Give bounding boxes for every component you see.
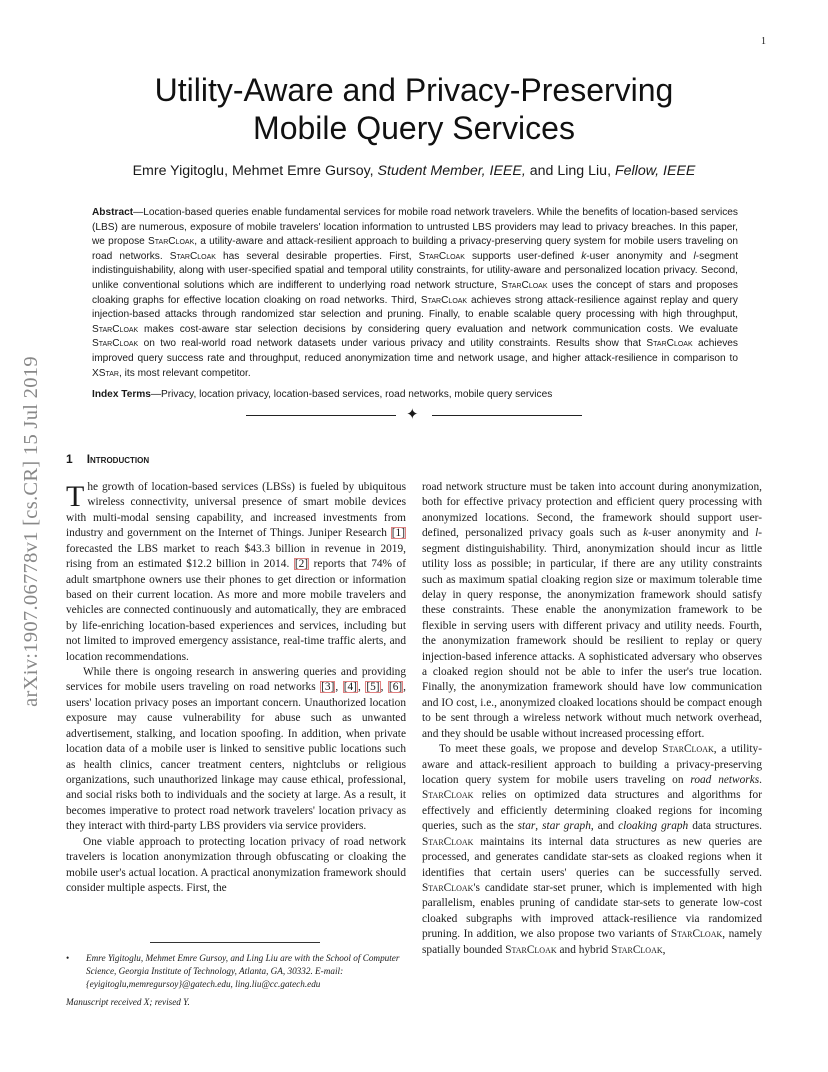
section-separator (246, 405, 582, 423)
paragraph-text: road network structure must be taken into account during anonymization, both for effective privacy protection and efficient query processing with anonymized locations. Second, the framework should support user-defined, personalized privacy goals such as (422, 481, 762, 540)
competitor-name: XStar (92, 367, 119, 379)
section-number: 1 (66, 452, 73, 466)
system-name: StarCloak (169, 250, 216, 262)
paragraph-text: , (535, 820, 543, 833)
paragraph-text: , namely spatially bounded (422, 928, 762, 956)
abstract-text: -user anonymity and (586, 250, 694, 262)
abstract-text: supports user-defined (464, 250, 582, 262)
paragraph-text: he growth of location-based services (LBSs) is fueled by ubiquitous wireless connectivity, universal presence of smart mobile devices with multi-modal sensing capability, and increased investments from industry and government on the Internet of Things. Juniper Research (66, 481, 406, 540)
citation-link[interactable]: [2] (294, 558, 309, 571)
footnote-rule (150, 942, 320, 943)
paragraph-text: and hybrid (556, 943, 612, 956)
paragraph-text: While there is ongoing research in answering queries and providing services for mobile users traveling on road networks (66, 666, 406, 694)
citation-link[interactable]: [4] (343, 681, 357, 694)
paragraph-text: To meet these goals, we propose and develop (439, 743, 663, 756)
system-name: StarCloak (422, 881, 474, 894)
separator-line-left (246, 415, 396, 416)
separator-star-icon: ✦ (406, 405, 419, 423)
math-l: l (693, 250, 696, 262)
paragraph-text: , (335, 681, 343, 694)
system-name: StarCloak (420, 294, 468, 306)
right-column (422, 480, 762, 958)
author-list (80, 163, 748, 179)
system-name: StarCloak (611, 943, 663, 956)
title-line-2: Mobile Query Services (253, 110, 575, 146)
footnote (66, 952, 406, 991)
abstract-text: , a utility-aware and attack-resilient approach to building a privacy-preserving query system for mobile users traveling on road networks. (92, 236, 738, 262)
paragraph-text: -segment distinguishability. Third, anonymization should incur as little utility loss as possible; in particular, if there are any utility constraints such as maximum spatial cloaking region size or maximum tolerable time delay in query response, the anonymization framework should satisfy these constraints. These enable the anonymization framework to be flexible in serving users with different privacy and utility needs. Fourth, the anonymization framework should be resilient to replay or query injection-based inference attacks. A sophisticated adversary who observes a cloaked region should not be able to infer the user's true location. Finally, the anonymization framework should have low communication and IO cost, i.e., anonymized cloaked locations should be compact enough to be sent through a wireless network without much network overhead, and they should be usable without increased processing effort. (422, 527, 762, 740)
system-name: StarCloak (422, 789, 474, 802)
paragraph-text: relies on optimized data structures and algorithms for effectively and efficiently determining cloaked regions for incoming queries, such as the (422, 789, 762, 833)
abstract-text: achieves strong attack-resilience against replay and query injection-based attacks through randomized star selection and pruning. Finally, to enable scalable query processing with high throughput, (92, 294, 738, 321)
system-name: StarCloak (646, 338, 693, 350)
paragraph-text: data structures. (688, 820, 763, 833)
paragraph-text: , (357, 681, 366, 694)
abstract-text: —Location-based queries enable fundamental services for mobile road network travelers. While the benefits of location-based services (LBS) are numerous, exposure of mobile travelers' location information to untrusted LBS providers may lead to privacy breaches. In this paper, we propose (92, 207, 738, 248)
arxiv-stamp-text: arXiv:1907.06778v1 [cs.CR] 15 Jul 2019 (19, 355, 42, 707)
paragraph-text: -user anonymity and (648, 527, 756, 540)
math-k: k (643, 527, 649, 540)
paragraph (422, 742, 762, 958)
citation-link[interactable]: [1] (391, 527, 405, 540)
system-name: StarCloak (501, 279, 548, 291)
section-title: Introduction (86, 452, 150, 466)
index-terms-text: —Privacy, location privacy, location-based services, road networks, mobile query services (150, 389, 553, 400)
system-name: StarCloak (670, 928, 723, 941)
emphasis: star (517, 820, 536, 833)
paragraph-text: reports that 74% of adult smartphone owners use their phones to get direction or information based on their current location. As more and more mobile travelers and vehicles are connected continuously and automatically, they are embraced by life-enriching location-based experiences and services, including but not limited to improved emergency assistance, real-time traffic alerts, and location recommendations. (66, 558, 406, 663)
drop-cap: T (66, 480, 85, 513)
author-role-2: Fellow, IEEE (614, 163, 696, 179)
index-terms-label: Index Terms (92, 389, 151, 400)
system-name: StarCloak (92, 338, 139, 350)
paragraph-text: , (380, 681, 388, 694)
paragraph-text: forecasted the LBS market to reach $43.3 billion in revenue in 2019, rising from an estimated $12.2 billion in 2014. (66, 542, 406, 571)
paragraph-text: , a utility-aware and attack-resilient approach to building a privacy-preserving location query system for mobile users traveling on (422, 743, 762, 787)
left-column (66, 480, 406, 896)
section-heading (66, 452, 149, 466)
paragraph-text: , (662, 943, 666, 956)
abstract-text: uses the concept of stars and proposes cloaking graphs for effective location cloaking on road networks. Third, (92, 279, 738, 306)
abstract-label: Abstract (92, 207, 134, 218)
paragraph (422, 480, 762, 742)
separator-line-right (432, 415, 582, 416)
paragraph (66, 665, 406, 835)
math-k: k (581, 250, 587, 262)
system-name: StarCloak (422, 835, 474, 848)
emphasis: road networks (690, 774, 760, 787)
paragraph-text: , and (590, 820, 619, 833)
abstract-text: has several desirable properties. First, (215, 250, 419, 262)
footnote-text: Emre Yigitoglu, Mehmet Emre Gursoy, and Ling Liu are with the School of Computer Science, Georgia Institute of Technology, Atlanta, GA, 30332. E-mail: {eyigitoglu,memregursoy}@gatech.edu, ling.liu@cc.gatech.edu (86, 953, 400, 989)
abstract-text: on two real-world road network datasets under various privacy and utility constraints. Results show that (138, 338, 647, 350)
paragraph-text: 's candidate star-set pruner, which is implemented with high parallelism, enables pruning of candidate star-sets to generate low-cost cloaked subgraphs with improved attack-resilience via randomized pruning. In addition, we also propose two variants of (422, 881, 762, 941)
paragraph (66, 835, 406, 897)
arxiv-stamp (14, 296, 48, 766)
paragraph-text: One viable approach to protecting location privacy of road network travelers is location anonymization through obfuscating or cloaking the mobile user's actual location. A practical anonymization framework should consider multiple aspects. First, the (66, 835, 406, 894)
paper-title (80, 71, 748, 147)
manuscript-note: Manuscript received X; revised Y. (66, 997, 190, 1007)
citation-link[interactable]: [6] (388, 681, 403, 694)
system-name: StarCloak (92, 323, 139, 335)
emphasis: cloaking graph (618, 820, 689, 833)
abstract-text: makes cost-aware star selection decisions by considering query evaluation and network communication costs. We evaluate (138, 323, 738, 335)
paragraph-text: , users' location privacy poses an important concern. Unauthorized location exposure may cause vulnerability for abuse such as unwanted advertisement, stalking, and location spoofing. In addition, when private location data of a mobile user is linked to sensitive public locations such as health clinics, cancer treatment centers, nightclubs or religious organizations, such unauthorized linkage may cause ethical, professional, and social risks both to individuals and the society at large. As a result, it becomes imperative to protect road network travelers' location privacy as they interact with third-party LBS providers via service providers. (66, 681, 406, 833)
citation-link[interactable]: [5] (366, 681, 380, 694)
math-l: l (755, 527, 759, 540)
index-terms (92, 388, 738, 402)
paragraph-text: maintains its internal data structures as new queries are processed, and generates candidate star-sets as cloaked regions when it identifies that certain users' queries can be successfully served. (422, 835, 762, 879)
abstract-text: , its most relevant competitor. (119, 367, 251, 379)
paragraph-text: . (759, 774, 762, 787)
author-role-1: Student Member, IEEE, (377, 163, 526, 179)
system-name: StarCloak (662, 743, 714, 756)
authors-text-2: and Ling Liu, (525, 163, 615, 179)
page-number: 1 (761, 36, 766, 47)
abstract (92, 206, 738, 381)
footnote-bullet: • (66, 953, 70, 963)
citation-link[interactable]: [3] (321, 681, 335, 694)
title-line-1: Utility-Aware and Privacy-Preserving (154, 72, 674, 108)
system-name: StarCloak (418, 250, 465, 262)
system-name: StarCloak (505, 943, 557, 956)
paragraph (66, 480, 406, 665)
abstract-text: achieves improved query success rate and throughput, reduced anonymization time and network usage, and higher attack-resilience in comparison to (92, 338, 738, 364)
system-name: StarCloak (148, 236, 195, 248)
authors-text-1: Emre Yigitoglu, Mehmet Emre Gursoy, (132, 163, 378, 179)
abstract-text: -segment indistinguishability, along with user-specified spatial and temporal utility constraints, for utility-aware and personalized location privacy. Second, unlike conventional solutions which are indifferent to underlying road network structure, (92, 250, 739, 291)
emphasis: star graph (542, 820, 591, 833)
